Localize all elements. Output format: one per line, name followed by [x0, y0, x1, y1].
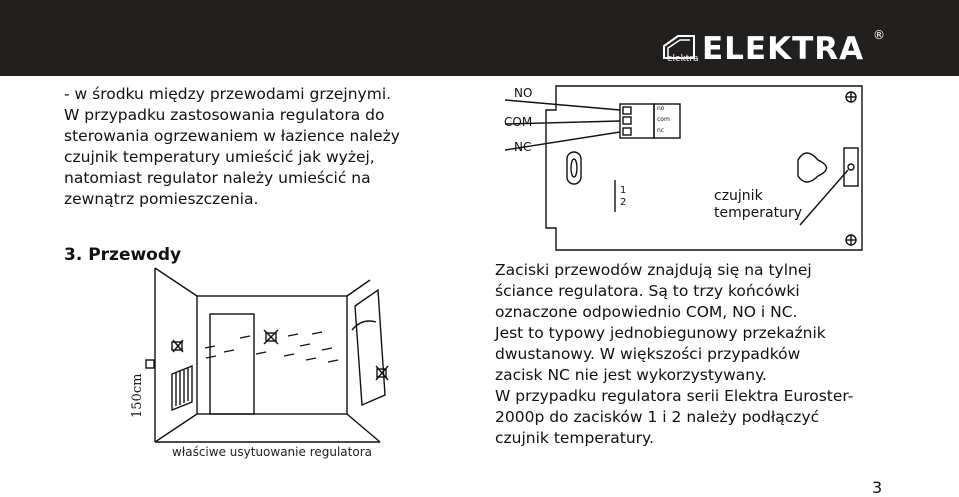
internal-label-com: com: [657, 116, 670, 123]
crossed-lamp-icon: [172, 340, 183, 352]
figure-caption: właściwe usytuowanie regulatora: [172, 445, 372, 459]
terminal-block: [620, 104, 654, 138]
pin-label-2: 2: [620, 197, 627, 208]
crosshair-icon: [846, 92, 856, 102]
terminal-screw-nc: [623, 128, 631, 135]
terminal-screw-no: [623, 107, 631, 114]
sensor-connector: [844, 148, 858, 186]
terminal-label-com: COM: [504, 115, 533, 129]
paragraph-line: sterowania ogrzewaniem w łazience należy: [64, 127, 400, 145]
paragraph-line: czujnik temperatury umieścić jak wyżej,: [64, 148, 375, 166]
terminal-label-nc: NC: [514, 140, 532, 154]
crossed-lamp-icon: [264, 330, 278, 344]
paragraph-line: natomiast regulator należy umieścić na: [64, 169, 371, 187]
terminal-label-no: NO: [514, 86, 533, 100]
page-number: 3: [872, 478, 883, 497]
sensor-label: temperatury: [714, 205, 802, 221]
crosshair-icon: [846, 235, 856, 245]
logo-text: ELEKTRA: [702, 31, 865, 67]
regulator-body-outline: [546, 86, 862, 250]
regulator-on-wall: [146, 360, 154, 368]
pin-label-1: 1: [620, 185, 627, 196]
sensor-leader-line: [800, 170, 848, 225]
slot-icon: [567, 152, 581, 184]
paragraph-line: dwustanowy. W większości przypadków: [495, 345, 801, 363]
paragraph-line: 2000p do zacisków 1 i 2 należy podłączyć: [495, 408, 820, 426]
paragraph-line: - w środku między przewodami grzejnymi.: [64, 85, 392, 103]
paragraph-line: W przypadku zastosowania regulatora do: [64, 106, 385, 124]
paragraph-line: zewnątrz pomieszczenia.: [64, 190, 259, 208]
paragraph-line: Jest to typowy jednobiegunowy przekaźnik: [495, 324, 826, 342]
wiring-diagram: [505, 86, 862, 250]
door: [210, 314, 254, 414]
radiator-icon: [172, 366, 192, 410]
paragraph-line: Zaciski przewodów znajdują się na tylnej: [495, 261, 812, 279]
terminal-screw-com: [623, 117, 631, 124]
sensor-opening: [798, 153, 827, 182]
paragraph-line: oznaczone odpowiednio COM, NO i NC.: [495, 303, 798, 321]
paragraph-line: zacisk NC nie jest wykorzystywany.: [495, 366, 767, 384]
logo-small-text: elektra: [667, 54, 699, 64]
paragraph-line: W przypadku regulatora serii Elektra Euroster-: [495, 387, 854, 405]
sensor-label: czujnik: [714, 188, 763, 204]
wire-no: [505, 100, 620, 110]
section-heading: 3. Przewody: [64, 245, 182, 265]
height-label: 150cm: [130, 373, 145, 418]
paragraph-line: czujnik temperatury.: [495, 429, 654, 447]
crossed-lamp-icon: [376, 366, 388, 380]
paragraph-line: ściance regulatora. Są to trzy końcówki: [495, 282, 800, 300]
window: [355, 290, 385, 405]
internal-label-no: no: [657, 105, 665, 112]
room-diagram: [146, 268, 388, 442]
registered-mark: ®: [873, 28, 885, 42]
internal-label-nc: nc: [657, 127, 665, 134]
right-paragraph: [495, 260, 887, 449]
